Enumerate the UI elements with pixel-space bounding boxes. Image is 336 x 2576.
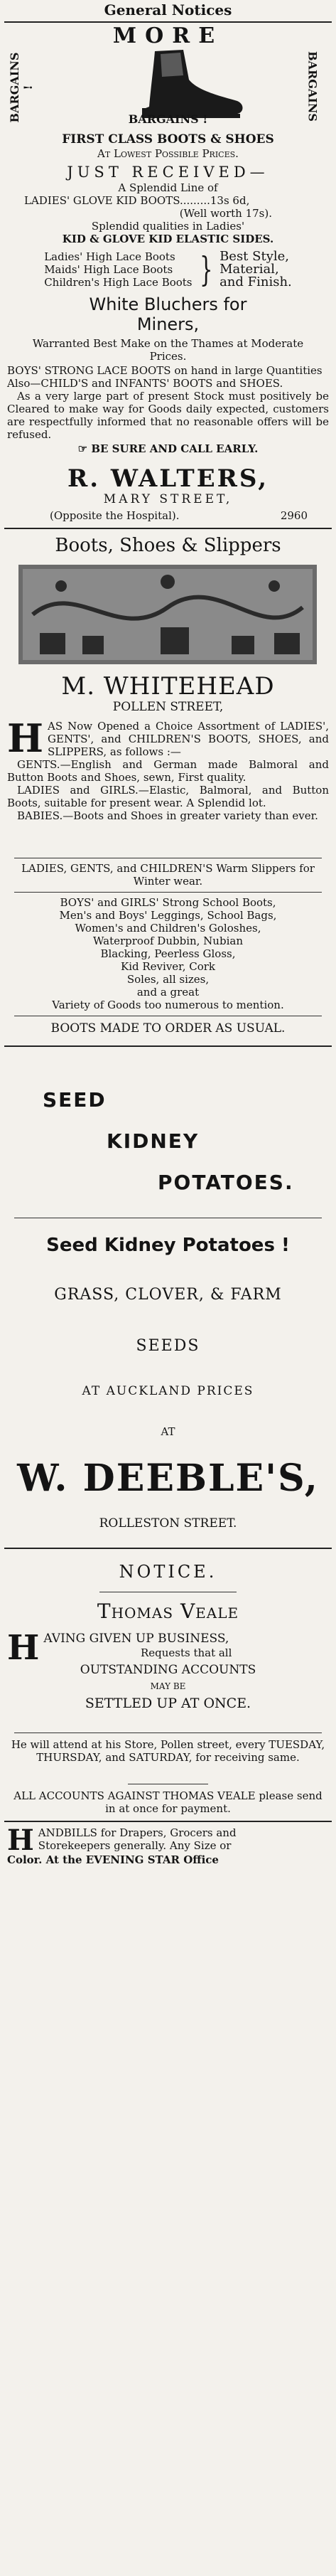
school-line-7: Soles, all sizes, (126, 973, 210, 986)
handbills-line3: Color. At the EVENING STAR Office (7, 1853, 219, 1866)
boots-to-order: BOOTS MADE TO ORDER AS USUAL. (50, 1021, 286, 1036)
veale-having: AVING GIVEN UP BUSINESS, (43, 1632, 229, 1646)
shop-illustration (18, 565, 317, 664)
auckland-prices: AT AUCKLAND PRICES (82, 1384, 254, 1398)
kid-elastic-sides: KID & GLOVE KID ELASTIC SIDES. (62, 233, 274, 245)
glove-kid-boots: LADIES' GLOVE KID BOOTS.........13s 6d, (24, 194, 250, 207)
school-line-2: Men's and Boys' Leggings, School Bags, (59, 909, 277, 922)
bargains-side-right-text: BARGAINS (305, 51, 320, 122)
column-header (7, 1, 329, 18)
deeble-street: ROLLESTON STREET. (99, 1516, 237, 1531)
high-lace-boots-block (7, 250, 329, 289)
grass-clover: GRASS, CLOVER, & FARM (54, 1286, 282, 1304)
school-line-9: Variety of Goods too numerous to mention. (52, 999, 284, 1011)
deeble-seed: SEED (43, 1088, 107, 1112)
handbills-ad (7, 1826, 329, 1866)
rule-walters (4, 528, 332, 529)
gents-note: GENTS.—English and German made Balmoral and Button Boots and Shoes, sewn, First quality. (7, 758, 329, 784)
deeble-seeds: SEEDS (136, 1337, 200, 1355)
rule-whitehead (4, 1045, 332, 1047)
walters-ref: 2960 (280, 509, 308, 522)
veale-body (7, 1628, 329, 1712)
rule-veale (4, 1821, 332, 1822)
stock-note: As a very large part of present Stock must positively be Cleared to make way for Goods daily expected, customers are respectfully informed that no reasonable offers will be refused. (7, 390, 329, 441)
walters-sub2: At Lowest Possible Prices. (97, 147, 239, 160)
school-list (7, 896, 329, 1011)
veale-dropcap: H (7, 1628, 40, 1668)
be-sure-note: ☞ BE SURE AND CALL EARLY. (77, 442, 259, 455)
school-line-8: and a great (136, 986, 200, 999)
white-bluchers-line1: White Bluchers for (89, 294, 247, 314)
handbills-line2: Storekeepers generally. Any Size or (38, 1839, 232, 1852)
rule-deeble (4, 1548, 332, 1549)
brace-left-1: Ladies' High Lace Boots (44, 250, 175, 263)
veale-name: Thomas Veale (97, 1600, 239, 1623)
handbills-dropcap: H (7, 1824, 34, 1857)
veale-outstanding: OUTSTANDING ACCOUNTS (80, 1663, 256, 1677)
walters-sub1: FIRST CLASS BOOTS & SHOES (62, 132, 274, 147)
school-line-1: BOYS' and GIRLS' Strong School Boots, (60, 896, 276, 909)
veale-accounts: ALL ACCOUNTS AGAINST THOMAS VEALE please send in at once for payment. (13, 1789, 323, 1815)
school-line-3: Women's and Children's Goloshes, (75, 922, 261, 935)
ladies-note: LADIES and GIRLS.—Elastic, Balmoral, and Button Boots, suitable for present wear. A Splendid lot. (7, 784, 329, 809)
deeble-potatoes: POTATOES. (158, 1171, 294, 1194)
whitehead-street: POLLEN STREET, (112, 700, 224, 714)
header-title: General Notices (104, 1, 232, 18)
just-received: JUST RECEIVED— (67, 164, 269, 181)
warranted-note: Warranted Best Make on the Thames at Moderate Prices. (32, 337, 304, 363)
bargains-side-right (298, 46, 323, 131)
boot-caption: BARGAINS ! (128, 112, 208, 126)
school-line-6: Kid Reviver, Cork (121, 960, 215, 973)
whitehead-headline: Boots, Shoes & Slippers (55, 535, 281, 556)
intro-dropcap: H (7, 715, 44, 761)
boys-strong-note: BOYS' STRONG LACE BOOTS on hand in large Quantities (7, 364, 323, 377)
brace-left-2: Maids' High Lace Boots (44, 263, 173, 276)
childs-infants-note: Also—CHILD'S and INFANTS' BOOTS and SHOES. (7, 377, 283, 390)
deeble-name: W. DEEBLE'S, (17, 1457, 319, 1500)
brace-left-3: Children's High Lace Boots (44, 276, 193, 289)
notice-heading: NOTICE. (119, 1562, 217, 1582)
whitehead-name: M. WHITEHEAD (61, 672, 275, 701)
intro-text: AS Now Opened a Choice Assortment of LADIES', GENTS', and CHILDREN'S BOOTS, SHOES, and SLIPPERS, as follows :— (48, 720, 329, 758)
whitehead-intro (7, 715, 329, 761)
school-line-5: Blacking, Peerless Gloss, (100, 947, 236, 960)
deeble-at: AT (161, 1425, 175, 1438)
walters-street: MARY STREET, (103, 492, 233, 506)
veale-requests: Requests that all (140, 1646, 232, 1659)
warm-slippers-note: LADIES, GENTS, and CHILDREN'S Warm Slippers for Winter wear. (21, 862, 315, 888)
walters-headline: MORE (112, 23, 224, 48)
school-line-4: Waterproof Dubbin, Nubian (93, 935, 243, 947)
veale-may-be: MAY BE (150, 1681, 186, 1691)
walters-name: R. WALTERS, (67, 464, 269, 493)
seed-kidney-potatoes: Seed Kidney Potatoes ! (46, 1235, 290, 1256)
header-rule (4, 21, 332, 23)
babies-note: BABIES.—Boots and Shoes in greater variety than ever. (17, 809, 318, 822)
brace-right-3: and Finish. (220, 275, 292, 289)
brace-glyph: } (199, 250, 212, 289)
worth-note: (Well worth 17s). (179, 207, 272, 220)
brace-right-1: Best Style, (220, 249, 289, 264)
splendid-qualities: Splendid qualities in Ladies' (91, 220, 245, 233)
bargains-side-left (8, 46, 35, 123)
brace-right-2: Material, (220, 262, 279, 277)
whitehead-inner-rule-2 (14, 892, 322, 893)
bargains-side-left-text: BARGAINS ! (8, 52, 35, 123)
deeble-kidney: KIDNEY (107, 1129, 200, 1153)
veale-settled: SETTLED UP AT ONCE. (85, 1696, 251, 1711)
veale-attend: He will attend at his Store, Pollen street, every TUESDAY, THURSDAY, and SATURDAY, for receiving same. (11, 1738, 325, 1764)
walters-opposite: (Opposite the Hospital). (50, 509, 180, 522)
white-bluchers-line2: Miners, (136, 314, 200, 334)
splendid-line: A Splendid Line of (118, 181, 218, 194)
handbills-line1: ANDBILLS for Drapers, Grocers and (38, 1826, 237, 1839)
